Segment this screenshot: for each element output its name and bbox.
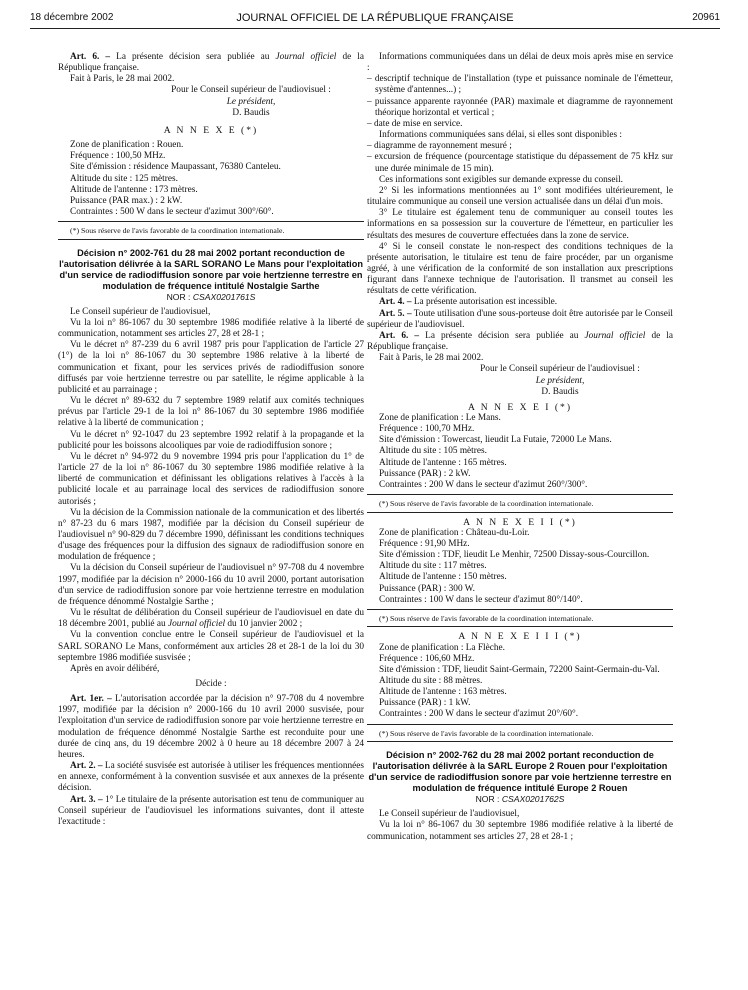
article-3: Art. 3. – 1° Le titulaire de la présente autorisation est tenu de communiquer au Conseil supérieur de l'audiovisuel les informations suivantes, dont il atteste l'exactitude : (58, 794, 364, 827)
info-intro: Informations communiquées dans un délai de deux mois après mise en service : (367, 52, 673, 74)
header-date: 18 décembre 2002 (30, 12, 114, 23)
annex-line: Contraintes : 500 W dans le secteur d'azimut 300°/60°. (70, 207, 274, 218)
annex-line: Altitude du site : 88 mètres. (379, 675, 483, 686)
annex-line: Puissance (PAR) : 300 W. (379, 583, 475, 594)
visa: Vu la loi n° 86-1067 du 30 septembre 1986 modifiée relative à la liberté de communication, notamment ses articles 27, 28 et 28-1 ; (367, 820, 673, 842)
decision-title: Décision n° 2002-762 du 28 mai 2002 portant reconduction de l'autorisation délivrée à la SARL Europe 2 Rouen pour l'exploitation d'un service de radiodiffusion sonore par voie hertzienne terrestre en modulation de fréquence intitulé Europe 2 Rouen (368, 750, 672, 794)
divider (367, 494, 673, 495)
info-item: – diagramme de rayonnement mesuré ; (367, 141, 512, 152)
annex-line: Puissance (PAR) : 2 kW. (379, 468, 471, 479)
nor-reference: NOR : CSAX0201762S (475, 794, 565, 805)
annex-line: Puissance (PAR max.) : 2 kW. (70, 195, 183, 206)
annex-line: Altitude du site : 105 mètres. (379, 446, 487, 457)
article-6: Art. 6. – La présente décision sera publiée au Journal officiel de la République française. (58, 52, 365, 74)
annex-title: A N N E X E I I I (*) (458, 631, 582, 643)
divider (58, 221, 364, 222)
annex-line: Fréquence : 100,50 MHz. (70, 151, 166, 162)
annex-footnote: (*) Sous réserve de l'avis favorable de la coordination internationale. (379, 499, 594, 509)
divider (58, 239, 364, 240)
visa: Vu le décret n° 92-1047 du 23 septembre 1992 relatif à la propagande et la publicité pour les boissons alcooliques par voie de radiodiffusion sonore ; (58, 429, 364, 451)
done-at: Fait à Paris, le 28 mai 2002. (70, 74, 175, 85)
annex-line: Altitude de l'antenne : 165 mètres. (379, 457, 507, 468)
visa: Vu la décision du Conseil supérieur de l'audiovisuel n° 97-708 du 4 novembre 1997, modifiée par la décision n° 2000-166 du 10 avril 2000, portant autorisation d'un service de radiodiffusion sonore par voie hertzienne terrestre en modulation de fréquence dénommé Nostalgie Sarthe ; (58, 563, 364, 607)
done-at: Fait à Paris, le 28 mai 2002. (379, 353, 484, 364)
annex-footnote: (*) Sous réserve de l'avis favorable de la coordination internationale. (70, 226, 285, 236)
annex-line: Zone de planification : Rouen. (70, 140, 184, 151)
annex-line: Fréquence : 106,60 MHz. (379, 653, 475, 664)
article-5: Art. 5. – Toute utilisation d'une sous-porteuse doit être autorisée par le Conseil supérieur de l'audiovisuel. (367, 308, 674, 330)
annex-line: Contraintes : 200 W dans le secteur d'azimut 260°/300°. (379, 479, 588, 490)
info-item: – puissance apparente rayonnée (PAR) maximale et diagramme de rayonnement théorique horizontal et vertical ; (367, 96, 673, 118)
nor-reference: NOR : CSAX0201761S (166, 291, 256, 302)
page-header (30, 10, 720, 26)
visa: Vu la décision de la Commission nationale de la communication et des libertés n° 87-23 du 6 mars 1987, modifiée par la décision du Conseil supérieur de l'audiovisuel n° 90-829 du 7 décembre 1990, définissant les conditions techniques d'usage des fréquences pour la diffusion des signaux de radiodiffusion sonore en modulation de fréquence ; (58, 507, 364, 563)
annex-line: Altitude de l'antenne : 150 mètres. (379, 572, 507, 583)
signature-name: D. Baudis (232, 107, 270, 118)
annex-line: Zone de planification : Château-du-Loir. (379, 527, 530, 538)
visa: Vu le décret n° 89-632 du 7 septembre 1989 relatif aux comités techniques prévus par l'article 29-1 de la loi n° 86-1067 du 30 septembre 1986 modifiée relative à la liberté de communication ; (58, 396, 364, 429)
annex-line: Altitude de l'antenne : 173 mètres. (70, 184, 198, 195)
annex-footnote: (*) Sous réserve de l'avis favorable de la coordination internationale. (379, 613, 594, 623)
decision-title: Décision n° 2002-761 du 28 mai 2002 portant reconduction de l'autorisation délivrée à la SARL SORANO Le Mans pour l'exploitation d'un service de radiodiffusion sonore par voie hertzienne terrestre en modulation de fréquence intitulé Nostalgie Sarthe (59, 247, 363, 291)
article-2: Art. 2. – La société susvisée est autorisée à utiliser les fréquences mentionnées en annexe, conformément à la convention susvisée et aux annexes de la présente décision. (58, 761, 364, 794)
article-1: Art. 1er. – L'autorisation accordée par la décision n° 97-708 du 4 novembre 1997, modifiée par la décision n° 2000-166 du 10 avril 2000 susvisée, pour l'exploitation d'un service de radiodiffusion sonore par voie hertzienne terrestre en modulation de fréquence dénommé Nostalgie Sarthe est reconduite pour une durée de cinq ans, du 19 décembre 2002 à 0 heure au 18 décembre 2007 à 24 heures. (58, 694, 364, 760)
divider (367, 626, 673, 627)
page-number: 20961 (692, 12, 720, 23)
signature-for: Pour le Conseil supérieur de l'audiovisuel : (171, 85, 331, 96)
info-item: – descriptif technique de l'installation (type et puissance nominale de l'émetteur, système d'antennes...) ; (367, 74, 673, 96)
paragraph-2: 2° Si les informations mentionnées au 1° sont modifiées ultérieurement, le titulaire communique au conseil une version actualisée dans un délai d'un mois. (367, 185, 673, 208)
journal-title: JOURNAL OFFICIEL DE LA RÉPUBLIQUE FRANÇAISE (236, 12, 514, 24)
annex-line: Contraintes : 200 W dans le secteur d'azimut 20°/60°. (379, 709, 579, 720)
divider (367, 724, 673, 725)
info-item: – excursion de fréquence (pourcentage statistique du dépassement de 75 kHz sur une durée minimale de 15 min). (367, 152, 673, 174)
visa-jo: Vu le résultat de délibération du Conseil supérieur de l'audiovisuel en date du 18 décembre 2001, publié au Journal officiel du 10 janvier 2002 ; (58, 608, 364, 630)
after-deliberation: Après en avoir délibéré, (70, 663, 160, 674)
annex-line: Zone de planification : La Flèche. (379, 642, 505, 653)
info-item: – date de mise en service. (367, 118, 463, 129)
intro: Le Conseil supérieur de l'audiovisuel, (70, 306, 211, 317)
paragraph-3: 3° Le titulaire est également tenu de communiquer au conseil toutes les informations en sa possession sur la couverture de l'émetteur, en particulier les résultats des mesures de couverture effectuées dans la zone de service. (367, 208, 673, 241)
visa: Vu le décret n° 94-972 du 9 novembre 1994 pris pour l'application du 1° de l'article 27 de la loi n° 86-1067 du 30 septembre 1986 modifiée relative à la liberté de communication et définissant les obligations relatives à l'accès à la publicité locale et au parrainage local des services de radiodiffusion sonore autorisés ; (58, 451, 364, 507)
annex-line: Altitude de l'antenne : 163 mètres. (379, 687, 507, 698)
signature-role: Le président, (535, 375, 585, 386)
annex-line: Altitude du site : 125 mètres. (70, 173, 178, 184)
signature-for: Pour le Conseil supérieur de l'audiovisuel : (480, 364, 640, 375)
annex-title: A N N E X E I (*) (467, 401, 573, 413)
left-column (58, 52, 364, 828)
visa: Vu le décret n° 87-239 du 6 avril 1987 pris pour l'application de l'article 27 (1°) de la loi n° 86-1067 du 30 septembre 1986 relative à la liberté de communication et fixant, pour les services privés de radiodiffusion sonore diffusés par voie hertzienne terrestre ou par satellite, le régime applicable à la publicité et au parrainage ; (58, 340, 364, 395)
visa: Vu la convention conclue entre le Conseil supérieur de l'audiovisuel et la SARL SORANO Le Mans, conformément aux articles 28 et 28-1 de la loi du 30 septembre 1986 modifiée susvisée ; (58, 630, 364, 663)
annex-line: Fréquence : 100,70 MHz. (379, 424, 475, 435)
info2-intro: Informations communiquées sans délai, si elles sont disponibles : (379, 130, 622, 141)
decide: Décide : (195, 679, 227, 689)
article-4: Art. 4. – La présente autorisation est incessible. (379, 297, 558, 308)
divider (367, 741, 673, 742)
annex-line: Site d'émission : TDF, lieudit Le Menhir, 72500 Dissay-sous-Courcillon. (379, 550, 650, 561)
annex-title: A N N E X E (*) (163, 124, 259, 136)
annex-line: Site d'émission : résidence Maupassant, 76380 Canteleu. (70, 162, 281, 173)
annex-line: Site d'émission : TDF, lieudit Saint-Germain, 72200 Saint-Germain-du-Val. (379, 664, 660, 675)
annex-line: Altitude du site : 117 mètres. (379, 561, 487, 572)
header-rule (30, 28, 720, 29)
annex-title: A N N E X E I I (*) (463, 516, 577, 528)
article-6: Art. 6. – La présente décision sera publiée au Journal officiel de la République française. (367, 330, 674, 353)
annex-line: Contraintes : 100 W dans le secteur d'azimut 80°/140°. (379, 594, 583, 605)
signature-role: Le président, (226, 96, 276, 107)
paragraph-4: 4° Si le conseil constate le non-respect des conditions techniques de la présente autorisation, le titulaire est tenu de faire procéder, par un organisme agréé, à une vérification de la conformité de son installation aux prescriptions figurant dans l'annexe technique de l'autorisation. Il transmet au conseil les résultats de cette vérification. (367, 241, 673, 297)
annex-line: Puissance (PAR) : 1 kW. (379, 698, 471, 709)
divider (367, 512, 673, 513)
intro: Le Conseil supérieur de l'audiovisuel, (379, 809, 520, 820)
annex-footnote: (*) Sous réserve de l'avis favorable de la coordination internationale. (379, 728, 594, 738)
annex-line: Zone de planification : Le Mans. (379, 413, 501, 423)
annex-line: Site d'émission : Towercast, lieudit La Futaie, 72000 Le Mans. (379, 435, 612, 446)
visa: Vu la loi n° 86-1067 du 30 septembre 1986 modifiée relative à la liberté de communication, notamment ses articles 27, 28 et 28-1 ; (58, 318, 364, 340)
right-column (367, 52, 673, 843)
annex-line: Fréquence : 91,90 MHz. (379, 538, 470, 549)
signature-name: D. Baudis (541, 386, 579, 397)
divider (367, 609, 673, 610)
info-note: Ces informations sont exigibles sur demande expresse du conseil. (379, 174, 623, 185)
